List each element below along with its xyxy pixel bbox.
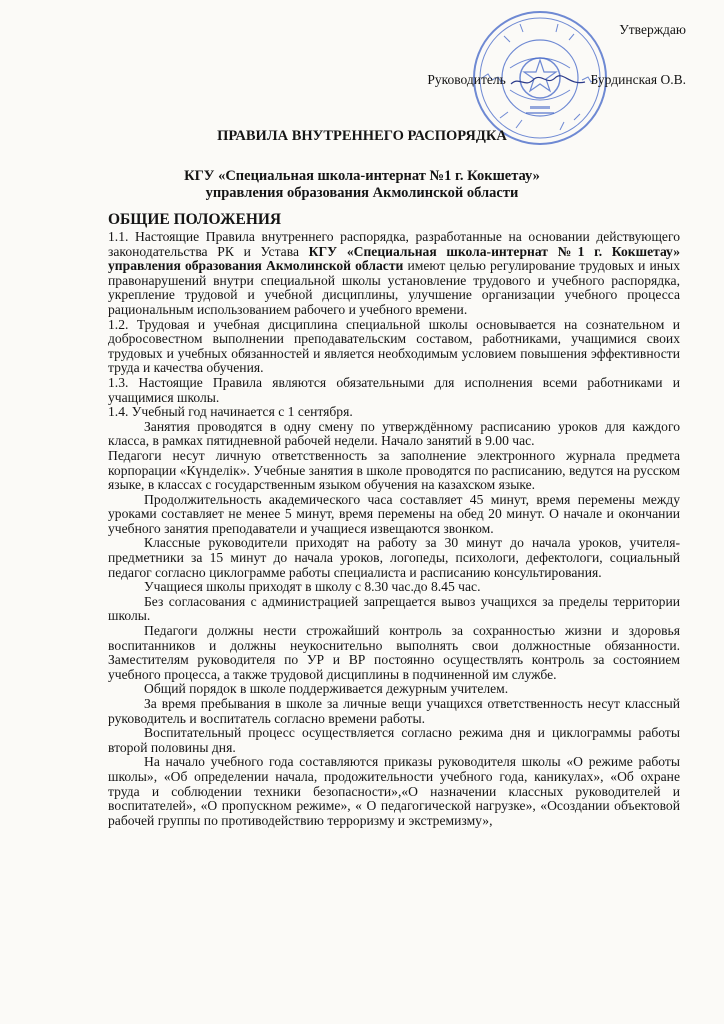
paragraph-1-2: 1.2. Трудовая и учебная дисциплина специальной школы основывается на сознательном и добросовестном выполнении преподавательским составом, работниками, учащимися своих трудовых и учебных обязанностей и является необходимым условием повышения эффективности труда и качества обучения. — [108, 316, 680, 376]
paragraph-classes: Занятия проводятся в одну смену по утверждённому расписанию уроков для каждого класса, в рамках пятидневной рабочей недели. Начало занятий в 9.00 час. — [108, 418, 680, 449]
paragraph-personal-items: За время пребывания в школе за личные вещи учащихся ответственность несут классный руководитель и воспитатель согласно времени работы. — [108, 696, 680, 726]
paragraph-no-removal: Без согласования с администрацией запрещается вывоз учащихся за пределы территории школы. — [108, 593, 680, 624]
section-heading: ОБЩИЕ ПОЛОЖЕНИЯ — [108, 211, 282, 228]
paragraph-duty-teacher: Общий порядок в школе поддерживается дежурным учителем. — [144, 681, 509, 697]
paragraph-academic-hour: Продолжительность академического часа составляет 45 минут, время перемены между уроками составляет не менее 5 минут, время перемены на обед 20 минут. О начале и окончании учебного занятия преподаватели и учащиеся извещаются звонком. — [108, 491, 680, 536]
paragraph-1-3: 1.3. Настоящие Правила являются обязательными для исполнения всеми работниками и учащимися школы. — [108, 374, 680, 405]
paragraph-1-1: 1.1. Настоящие Правила внутреннего распорядка, разработанные на основании действующего законодательства РК и Устава КГУ «Специальная школа-интернат №1 г. Кокшетау» управления образования Акмолинской области имеют целью регулирование трудовых и иных правонарушений внутри специальной школы установление трудового и учебного распорядка, укрепление трудовой и учебной дисциплины, улучшение организации учебного процесса рациональным использованием рабочего и учебного времени. — [108, 229, 680, 317]
paragraph-class-teachers: Классные руководители приходят на работу за 30 минут до начала уроков, учителя-предметники за 15 минут до начала уроков, логопеды, психологи, дефектологи, социальный педагог согласно циклограмме работы специалиста и расписанию консультирования. — [108, 535, 680, 580]
paragraph-educational-process: Воспитательный процесс осуществляется согласно режима дня и циклограммы работы второй половины дня. — [108, 725, 680, 755]
org-name-bold: КГУ «Специальная школа-интернат №1 г. Кокшетау» управления образования Акмолинской области — [108, 243, 680, 274]
paragraph-orders: На начало учебного года составляются приказы руководителя школы «О режиме работы школы», «Об определении начала, продожительности учебного года, каникулах», «Об охране труда и соблюдении техники безопасности»,«О назначении классных руководителей и воспитателей», «О пропускном режиме», « О педагогической нагрузке», «Осоздании объектовой рабочей группы по противодействию терроризму и экстремизму», — [108, 754, 680, 828]
director-name: Бурдинская О.В. — [590, 72, 686, 87]
paragraph-teachers-journal: Педагоги несут личную ответственность за заполнение электронного журнала предмета корпорации «Күнделік». Учебные занятия в школе проводятся по расписанию, ведутся на русском языке, в классах с государственным языком обучения на казахском языке. — [108, 447, 680, 493]
director-label: Руководитель — [427, 72, 506, 87]
approval-label: Утверждаю — [619, 22, 686, 37]
paragraph-student-arrival: Учащиеся школы приходят в школу с 8.30 час.до 8.45 час. — [144, 579, 481, 595]
director-line — [427, 72, 686, 88]
document-body — [108, 230, 680, 828]
document-title: ПРАВИЛА ВНУТРЕННЕГО РАСПОРЯДКА — [217, 128, 507, 144]
paragraph-safety-control: Педагоги должны нести строжайший контроль за сохранностью жизни и здоровья воспитанников и должны неукоснительно выполнять свои должностные обязанности. Заместителям руководителя по УР и ВР постоянно осуществлять контроль за состоянием учебного процесса, а также трудовой дисциплины в подчиненной им службе. — [108, 623, 680, 682]
organization-line-2: управления образования Акмолинской области — [205, 185, 519, 201]
organization-line-1: КГУ «Специальная школа-интернат №1 г. Кокшетау» — [184, 168, 540, 184]
paragraph-1-4: 1.4. Учебный год начинается с 1 сентября. — [108, 404, 353, 420]
signature-mark — [509, 74, 587, 88]
